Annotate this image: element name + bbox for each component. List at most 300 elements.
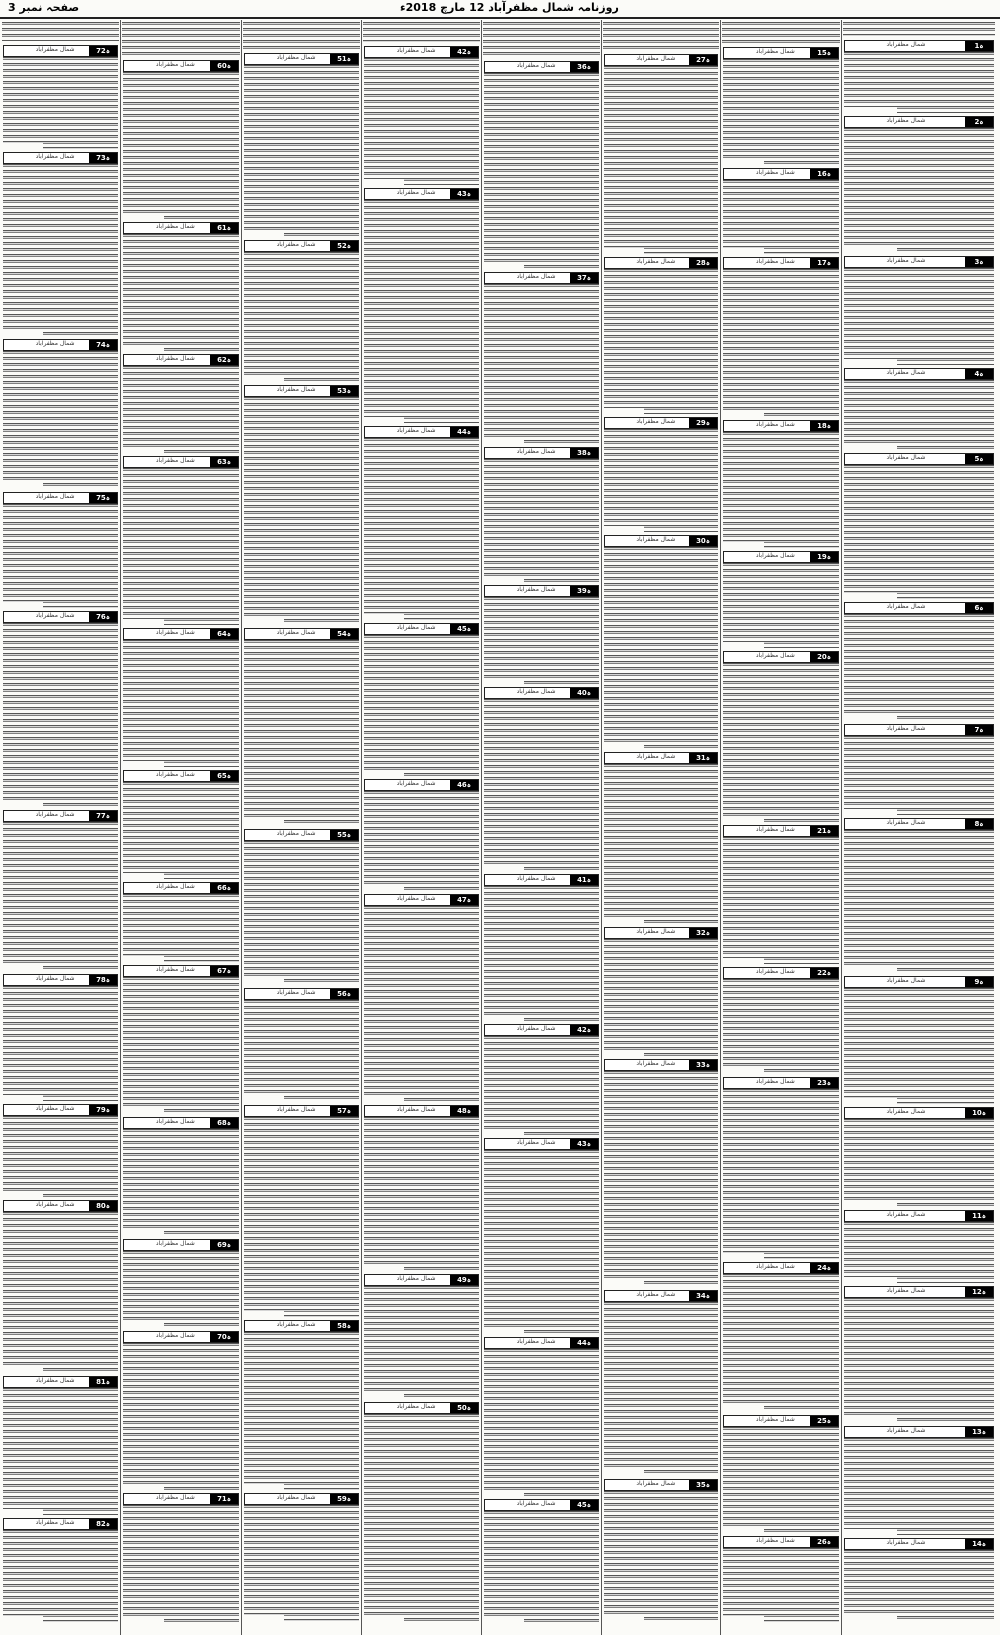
notice-header (844, 368, 994, 380)
notice-body-text (843, 22, 995, 36)
notice-label: شمال مظفرآباد (396, 624, 436, 631)
notice-number: 15ہ (810, 48, 838, 58)
notice-label: شمال مظفرآباد (276, 1321, 316, 1328)
notice-body-text (483, 22, 600, 57)
notice-number: 53ہ (330, 386, 358, 396)
notice-body-text (723, 269, 839, 417)
classified-notice (123, 222, 239, 351)
notice-body-text (244, 252, 359, 382)
notice-header (604, 54, 718, 66)
notice-body-text (484, 597, 599, 684)
notice-body-text (723, 1548, 839, 1622)
notice-header (364, 779, 479, 791)
notice-body-text (364, 438, 479, 620)
notice-header (244, 1320, 359, 1332)
notice-body-text (484, 1036, 599, 1135)
notice-body-text (723, 432, 839, 548)
notice-label: شمال مظفرآباد (755, 1078, 795, 1085)
notice-body-text (122, 22, 240, 56)
notice-body-text (604, 66, 718, 254)
classified-notice (844, 1286, 994, 1423)
notice-body-text (484, 1349, 599, 1496)
notice-label: شمال مظفرآباد (636, 418, 676, 425)
notice-label: شمال مظفرآباد (155, 223, 195, 230)
classified-notice (123, 1331, 239, 1490)
classified-notice (723, 1415, 839, 1533)
notice-body-text (3, 1116, 118, 1197)
notice-body-text (604, 1491, 718, 1622)
classified-notice (604, 927, 718, 1056)
notice-body-text (243, 22, 360, 49)
notice-body-text (723, 180, 839, 254)
notice-header (604, 257, 718, 269)
notice-body-text (364, 1414, 479, 1623)
classified-notice (844, 368, 994, 450)
classified-notice (604, 1479, 718, 1622)
notice-number: 23ہ (810, 1078, 838, 1088)
notice-body-text (3, 164, 118, 336)
notice-label: شمال مظفرآباد (886, 725, 926, 732)
notice-number: 29ہ (689, 418, 717, 428)
notice-body-text (844, 1222, 994, 1283)
classified-notice (3, 1376, 118, 1515)
notice-number: 46ہ (450, 780, 478, 790)
notice-label: شمال مظفرآباد (755, 421, 795, 428)
notice-body-text (3, 822, 118, 971)
notice-header (364, 1402, 479, 1414)
notice-label: شمال مظفرآباد (755, 1416, 795, 1423)
classified-notice (723, 651, 839, 822)
notice-header (123, 965, 239, 977)
classified-notice (364, 1274, 479, 1399)
notice-header (723, 967, 839, 979)
notice-number: 39ہ (570, 586, 598, 596)
notice-number: 73ہ (89, 153, 117, 163)
notice-body-text (844, 380, 994, 450)
classified-notice (244, 1105, 359, 1317)
notice-number: 78ہ (89, 975, 117, 985)
notice-header (484, 1337, 599, 1349)
notice-header (123, 628, 239, 640)
notice-body-text (3, 1530, 118, 1622)
notice-label: شمال مظفرآباد (155, 629, 195, 636)
notice-label: شمال مظفرآباد (35, 340, 75, 347)
notice-number: 44ہ (450, 427, 478, 437)
notice-header (604, 752, 718, 764)
classified-notice (604, 417, 718, 532)
notice-number: 5ہ (965, 454, 993, 464)
classified-notice (3, 974, 118, 1101)
classified-notice (244, 628, 359, 826)
classified-notice (244, 988, 359, 1102)
notice-number: 20ہ (810, 652, 838, 662)
classified-notice (364, 426, 479, 620)
column-separator (841, 20, 842, 1635)
notice-body-text (3, 1212, 118, 1373)
notice-header (484, 272, 599, 284)
notice-header (723, 47, 839, 59)
notice-body-text (844, 268, 994, 365)
notice-number: 22ہ (810, 968, 838, 978)
notice-label: شمال مظفرآباد (276, 54, 316, 61)
notice-header (364, 894, 479, 906)
notice-body-text (844, 1438, 994, 1535)
notice-label: شمال مظفرآباد (755, 552, 795, 559)
notice-number: 72ہ (89, 46, 117, 56)
classified-notice (723, 257, 839, 417)
column-2 (722, 20, 840, 1635)
notice-body-text (484, 73, 599, 269)
notice-header (123, 456, 239, 468)
notice-label: شمال مظفرآباد (516, 448, 556, 455)
notice-body-text (3, 623, 118, 807)
notice-body-text (3, 351, 118, 489)
notice-number: 69ہ (210, 1240, 238, 1250)
notice-header (3, 45, 118, 57)
notice-number: 43ہ (450, 189, 478, 199)
classified-notice (3, 1518, 118, 1622)
classified-notice (844, 1538, 994, 1620)
notice-label: شمال مظفرآباد (755, 1537, 795, 1544)
notice-label: شمال مظفرآباد (396, 47, 436, 54)
notice-header (723, 1077, 839, 1089)
header-rule (0, 17, 1000, 19)
notice-header (244, 628, 359, 640)
notice-label: شمال مظفرآباد (886, 1539, 926, 1546)
column-separator (241, 20, 242, 1635)
notice-header (723, 1262, 839, 1274)
notice-label: شمال مظفرآباد (516, 1139, 556, 1146)
notice-body-text (123, 366, 239, 453)
notice-label: شمال مظفرآباد (886, 1108, 926, 1115)
notice-header (844, 1538, 994, 1550)
notice-label: شمال مظفرآباد (636, 55, 676, 62)
classified-notice (3, 1104, 118, 1197)
notice-body-text (844, 988, 994, 1104)
classified-notice (3, 339, 118, 489)
notice-label: شمال مظفرآباد (886, 977, 926, 984)
notice-header (844, 453, 994, 465)
notice-header (484, 687, 599, 699)
notice-label: شمال مظفرآباد (886, 1287, 926, 1294)
classified-notice (844, 602, 994, 721)
notice-label: شمال مظفرآباد (886, 819, 926, 826)
notice-header (123, 60, 239, 72)
classified-notice (484, 1138, 599, 1334)
classified-notice (123, 1239, 239, 1328)
notice-number: 41ہ (570, 875, 598, 885)
classified-notice (844, 818, 994, 973)
notice-label: شمال مظفرآباد (35, 1377, 75, 1384)
notice-label: شمال مظفرآباد (35, 975, 75, 982)
notice-number: 26ہ (810, 1537, 838, 1547)
classified-notice (604, 535, 718, 749)
classified-notice (844, 724, 994, 815)
notice-body-text (244, 1505, 359, 1621)
notice-body-text (603, 22, 719, 50)
notice-body-text (844, 1119, 994, 1207)
notice-body-text (844, 736, 994, 815)
notice-number: 1ہ (965, 41, 993, 51)
notice-number: 6ہ (965, 603, 993, 613)
classified-notice (244, 1320, 359, 1490)
notice-body-text (363, 22, 480, 42)
notice-number: 33ہ (689, 1060, 717, 1070)
notice-number: 36ہ (570, 62, 598, 72)
notice-label: شمال مظفرآباد (886, 603, 926, 610)
notice-body-text (723, 59, 839, 165)
notice-label: شمال مظفرآباد (516, 273, 556, 280)
notice-number: 51ہ (330, 54, 358, 64)
notice-body-text (484, 699, 599, 871)
notice-body-text (844, 465, 994, 599)
notice-number: 80ہ (89, 1201, 117, 1211)
notice-header (844, 1107, 994, 1119)
notice-header (844, 1286, 994, 1298)
notice-number: 27ہ (689, 55, 717, 65)
notice-number: 60ہ (210, 61, 238, 71)
classified-notice (484, 61, 599, 269)
notice-number: 17ہ (810, 258, 838, 268)
notice-body-text (484, 886, 599, 1021)
notice-body-text (604, 547, 718, 749)
notice-body-text (123, 894, 239, 962)
classified-notice (844, 40, 994, 113)
notice-header (244, 1105, 359, 1117)
notice-header (3, 339, 118, 351)
notice-label: شمال مظفرآباد (886, 369, 926, 376)
notice-header (844, 40, 994, 52)
notice-number: 40ہ (570, 688, 598, 698)
notice-body-text (604, 429, 718, 532)
notice-header (3, 1200, 118, 1212)
notice-number: 64ہ (210, 629, 238, 639)
notice-number: 43ہ (570, 1139, 598, 1149)
notice-label: شمال مظفرآباد (636, 258, 676, 265)
notice-label: شمال مظفرآباد (396, 895, 436, 902)
classified-notice (123, 1493, 239, 1622)
column-separator (361, 20, 362, 1635)
notice-number: 13ہ (965, 1427, 993, 1437)
notice-number: 48ہ (450, 1106, 478, 1116)
notice-body-text (364, 1286, 479, 1399)
classified-notice (723, 47, 839, 165)
column-6 (243, 20, 360, 1635)
notice-body-text (244, 1332, 359, 1490)
classified-notice (123, 628, 239, 767)
classified-notice (364, 188, 479, 423)
classified-notice (604, 257, 718, 414)
notice-header (123, 770, 239, 782)
notice-header (364, 426, 479, 438)
notice-label: شمال مظفرآباد (35, 1201, 75, 1208)
classified-notice (3, 45, 118, 149)
notice-number: 75ہ (89, 493, 117, 503)
notice-body-text (844, 1298, 994, 1423)
notice-header (484, 585, 599, 597)
classified-notice (123, 456, 239, 625)
classified-notice (484, 585, 599, 684)
notice-number: 16ہ (810, 169, 838, 179)
notice-label: شمال مظفرآباد (755, 258, 795, 265)
notice-number: 81ہ (89, 1377, 117, 1387)
notice-label: شمال مظفرآباد (396, 1275, 436, 1282)
classified-notice (123, 60, 239, 219)
notice-body-text (723, 1274, 839, 1412)
column-8 (2, 20, 119, 1635)
notice-number: 56ہ (330, 989, 358, 999)
notice-number: 31ہ (689, 753, 717, 763)
notice-header (123, 354, 239, 366)
classified-notice (364, 623, 479, 776)
notice-header (3, 1376, 118, 1388)
notice-number: 65ہ (210, 771, 238, 781)
notice-body-text (364, 906, 479, 1102)
notice-label: شمال مظفرآباد (155, 61, 195, 68)
notice-label: شمال مظفرآباد (155, 355, 195, 362)
notice-header (3, 810, 118, 822)
notice-body-text (604, 1302, 718, 1476)
notice-body-text (723, 1427, 839, 1533)
notice-body-text (364, 58, 479, 185)
notice-header (364, 1274, 479, 1286)
notice-body-text (723, 837, 839, 964)
notice-label: شمال مظفرآباد (396, 1106, 436, 1113)
notice-header (723, 825, 839, 837)
notice-body-text (123, 977, 239, 1114)
notice-header (3, 1104, 118, 1116)
column-separator (720, 20, 721, 1635)
column-4 (483, 20, 600, 1635)
notice-label: شمال مظفرآباد (886, 117, 926, 124)
classified-notice (3, 492, 118, 608)
classified-notice (844, 256, 994, 365)
classified-notice (844, 1107, 994, 1207)
classified-notice (364, 1402, 479, 1623)
notice-body-text (604, 764, 718, 924)
notice-body-text (244, 1000, 359, 1102)
column-7 (122, 20, 240, 1635)
notice-number: 57ہ (330, 1106, 358, 1116)
classified-notice (484, 1337, 599, 1496)
notice-label: شمال مظفرآباد (155, 1494, 195, 1501)
notice-label: شمال مظفرآباد (516, 62, 556, 69)
notice-number: 34ہ (689, 1291, 717, 1301)
column-5 (363, 20, 480, 1635)
notice-number: 24ہ (810, 1263, 838, 1273)
notice-body-text (364, 200, 479, 423)
notice-label: شمال مظفرآباد (155, 1332, 195, 1339)
notice-number: 42ہ (570, 1025, 598, 1035)
notice-number: 9ہ (965, 977, 993, 987)
notice-number: 82ہ (89, 1519, 117, 1529)
column-1 (843, 20, 995, 1635)
notice-label: شمال مظفرآباد (155, 457, 195, 464)
notice-body-text (604, 939, 718, 1056)
classified-notice (484, 1499, 599, 1622)
classified-notice (723, 1077, 839, 1259)
notice-label: شمال مظفرآباد (886, 1427, 926, 1434)
notice-number: 8ہ (965, 819, 993, 829)
notice-number: 70ہ (210, 1332, 238, 1342)
notice-body-text (844, 52, 994, 113)
notice-header (244, 240, 359, 252)
notice-header (3, 152, 118, 164)
classified-notice (844, 1426, 994, 1535)
notice-body-text (123, 1129, 239, 1236)
notice-body-text (364, 791, 479, 891)
notice-number: 52ہ (330, 241, 358, 251)
notice-body-text (123, 782, 239, 879)
column-separator (120, 20, 121, 1635)
notice-label: شمال مظفرآباد (755, 968, 795, 975)
notice-body-text (484, 459, 599, 582)
notice-number: 2ہ (965, 117, 993, 127)
classified-notice (3, 1200, 118, 1373)
notice-header (3, 492, 118, 504)
notice-body-text (123, 234, 239, 351)
notice-label: شمال مظفرآباد (516, 1500, 556, 1507)
notice-header (244, 988, 359, 1000)
notice-header (364, 46, 479, 58)
notice-number: 47ہ (450, 895, 478, 905)
notice-header (844, 256, 994, 268)
notice-header (604, 417, 718, 429)
classified-notice (484, 272, 599, 444)
notice-header (123, 1239, 239, 1251)
masthead-date-line: روزنامہ شمال مظفرآباد 12 مارچ 2018ء (400, 1, 619, 14)
notice-label: شمال مظفرآباد (636, 536, 676, 543)
notice-body-text (123, 1251, 239, 1328)
classified-notice (364, 46, 479, 185)
notice-number: 32ہ (689, 928, 717, 938)
notice-number: 59ہ (330, 1494, 358, 1504)
notice-label: شمال مظفرآباد (276, 386, 316, 393)
notice-header (484, 1138, 599, 1150)
notice-body-text (723, 563, 839, 648)
notice-header (3, 611, 118, 623)
notice-number: 62ہ (210, 355, 238, 365)
classified-notice (484, 1024, 599, 1135)
notice-number: 66ہ (210, 883, 238, 893)
notice-label: شمال مظفرآباد (35, 811, 75, 818)
classified-notice (723, 551, 839, 648)
notice-body-text (484, 284, 599, 444)
notice-body-text (364, 1117, 479, 1271)
notice-label: شمال مظفرآباد (35, 46, 75, 53)
notice-label: شمال مظفرآباد (886, 257, 926, 264)
notice-label: شمال مظفرآباد (276, 241, 316, 248)
notice-number: 79ہ (89, 1105, 117, 1115)
notice-number: 55ہ (330, 830, 358, 840)
notice-body-text (3, 986, 118, 1101)
notice-number: 45ہ (570, 1500, 598, 1510)
notice-label: شمال مظفرآباد (35, 1105, 75, 1112)
notice-label: شمال مظفرآباد (886, 41, 926, 48)
notice-header (3, 974, 118, 986)
classified-notice (484, 447, 599, 582)
notice-header (244, 829, 359, 841)
classified-notice (3, 152, 118, 336)
classified-notice (244, 829, 359, 985)
notice-number: 7ہ (965, 725, 993, 735)
notice-body-text (844, 128, 994, 253)
notice-number: 38ہ (570, 448, 598, 458)
classified-notice (723, 168, 839, 254)
notice-header (123, 1117, 239, 1129)
notice-header (723, 1415, 839, 1427)
notice-number: 71ہ (210, 1494, 238, 1504)
